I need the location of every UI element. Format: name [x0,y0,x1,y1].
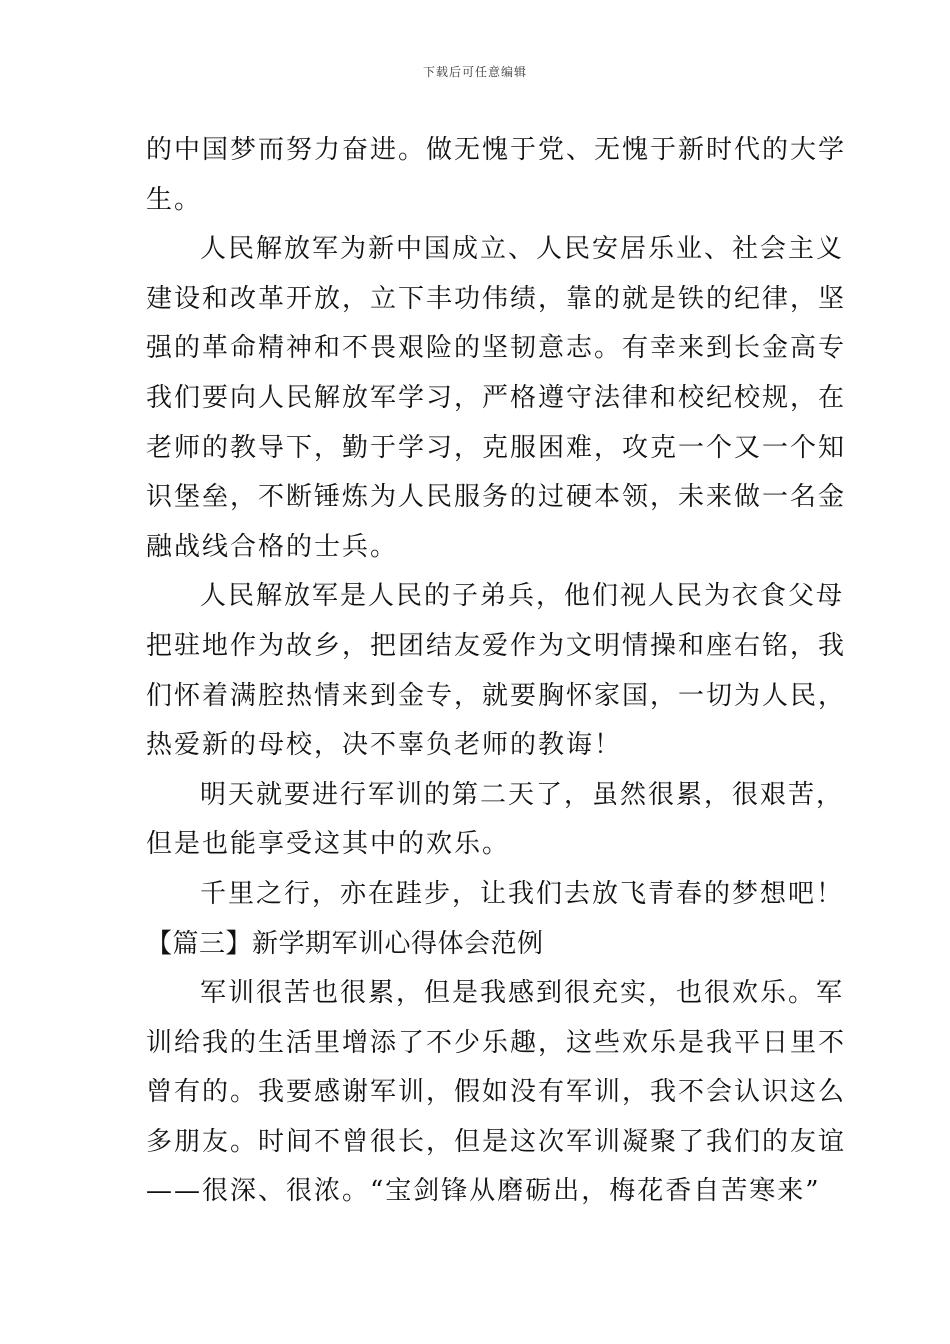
paragraph-start-line: 人民解放军为新中国成立、人民安居乐业、社会主义 [200,234,845,265]
text-line: 我们要向人民解放军学习，严格遵守法律和校纪校规，在 [146,382,847,413]
paragraph-start-line: 人民解放军是人民的子弟兵，他们视人民为衣食父母 [200,581,845,612]
text-line: 生。 [146,184,203,215]
paragraph-start-line: 千里之行，亦在跬步，让我们去放飞青春的梦想吧！ [200,878,845,909]
text-line: 把驻地作为故乡，把团结友爱作为文明情操和座右铭，我 [146,630,847,661]
text-line: 建设和改革开放，立下丰功伟绩，靠的就是铁的纪律，坚 [146,283,847,314]
text-line: 融战线合格的士兵。 [146,531,399,562]
text-line: 识堡垒，不断锤炼为人民服务的过硬本领，未来做一名金 [146,482,847,513]
text-line: 训给我的生活里增添了不少乐趣，这些欢乐是我平日里不 [146,1027,847,1058]
text-line: 们怀着满腔热情来到金专，就要胸怀家国，一切为人民， [146,680,847,711]
paragraph-start-line: 明天就要进行军训的第二天了，虽然很累，很艰苦， [200,779,845,810]
text-line: 多朋友。时间不曾很长，但是这次军训凝聚了我们的友谊 [146,1126,847,1157]
text-line: 热爱新的母校，决不辜负老师的教诲！ [146,730,623,761]
page-header: 下载后可任意编辑 [422,65,527,79]
text-line: 老师的教导下，勤于学习，克服困难，攻克一个又一个知 [146,432,847,463]
text-line: 但是也能享受这其中的欢乐。 [146,829,511,860]
text-line: 的中国梦而努力奋进。做无愧于党、无愧于新时代的大学 [146,135,847,165]
text-line: ——很深、很浓。“宝剑锋从磨砺出，梅花香自苦寒来” [146,1176,821,1207]
document-body [146,126,847,1217]
text-line: 强的革命精神和不畏艰险的坚韧意志。有幸来到长金高专 [146,333,847,364]
section-heading: 【篇三】新学期军训心得体会范例 [146,928,544,959]
paragraph-start-line: 军训很苦也很累，但是我感到很充实，也很欢乐。军 [200,978,845,1009]
text-line: 曾有的。我要感谢军训，假如没有军训，我不会认识这么 [146,1077,847,1108]
